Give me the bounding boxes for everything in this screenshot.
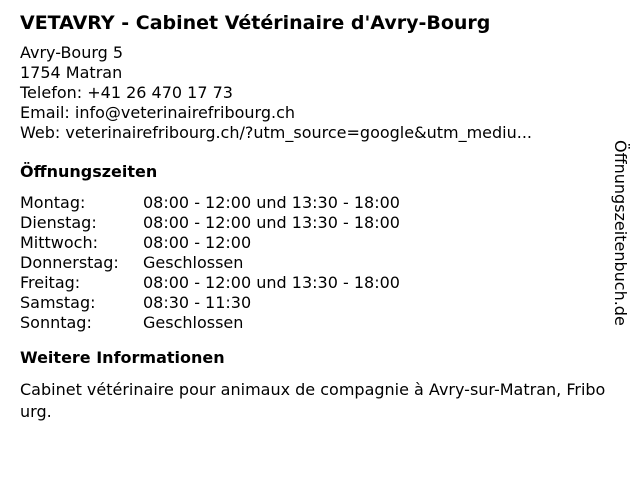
contact-block bbox=[20, 43, 610, 143]
hours-row-monday bbox=[20, 193, 610, 213]
business-card bbox=[20, 10, 610, 423]
site-watermark: Öffnungszeitenbuch.de bbox=[611, 140, 630, 326]
address-city: 1754 Matran bbox=[20, 63, 123, 82]
day-label: Sonntag: bbox=[20, 313, 92, 332]
day-label: Freitag: bbox=[20, 273, 81, 292]
day-hours: 08:00 - 12:00 bbox=[143, 233, 252, 252]
day-label: Montag: bbox=[20, 193, 86, 212]
day-hours: 08:00 - 12:00 und 13:30 - 18:00 bbox=[143, 273, 400, 292]
web-line[interactable]: Web: veterinairefribourg.ch/?utm_source=google&utm_mediu... bbox=[20, 123, 532, 142]
hours-row-saturday bbox=[20, 293, 610, 313]
day-label: Donnerstag: bbox=[20, 253, 119, 272]
hours-row-friday bbox=[20, 273, 610, 293]
day-hours: Geschlossen bbox=[143, 313, 244, 332]
hours-row-sunday bbox=[20, 313, 610, 333]
address-street: Avry-Bourg 5 bbox=[20, 43, 124, 62]
hours-row-thursday bbox=[20, 253, 610, 273]
hours-row-wednesday bbox=[20, 233, 610, 253]
day-hours: 08:00 - 12:00 und 13:30 - 18:00 bbox=[143, 193, 400, 212]
description-text: Cabinet vétérinaire pour animaux de compagnie à Avry-sur-Matran, Fribourg. bbox=[20, 380, 606, 421]
hours-row-tuesday bbox=[20, 213, 610, 233]
email-line[interactable]: Email: info@veterinairefribourg.ch bbox=[20, 103, 296, 122]
phone-line[interactable]: Telefon: +41 26 470 17 73 bbox=[20, 83, 233, 102]
day-label: Dienstag: bbox=[20, 213, 97, 232]
page-title: VETAVRY - Cabinet Vétérinaire d'Avry-Bourg bbox=[20, 12, 491, 34]
more-info-heading: Weitere Informationen bbox=[20, 348, 225, 367]
day-hours: Geschlossen bbox=[143, 253, 244, 272]
day-hours: 08:00 - 12:00 und 13:30 - 18:00 bbox=[143, 213, 400, 232]
day-label: Mittwoch: bbox=[20, 233, 98, 252]
opening-hours-heading: Öffnungszeiten bbox=[20, 162, 158, 181]
day-label: Samstag: bbox=[20, 293, 96, 312]
opening-hours-table bbox=[20, 193, 610, 333]
day-hours: 08:30 - 11:30 bbox=[143, 293, 252, 312]
